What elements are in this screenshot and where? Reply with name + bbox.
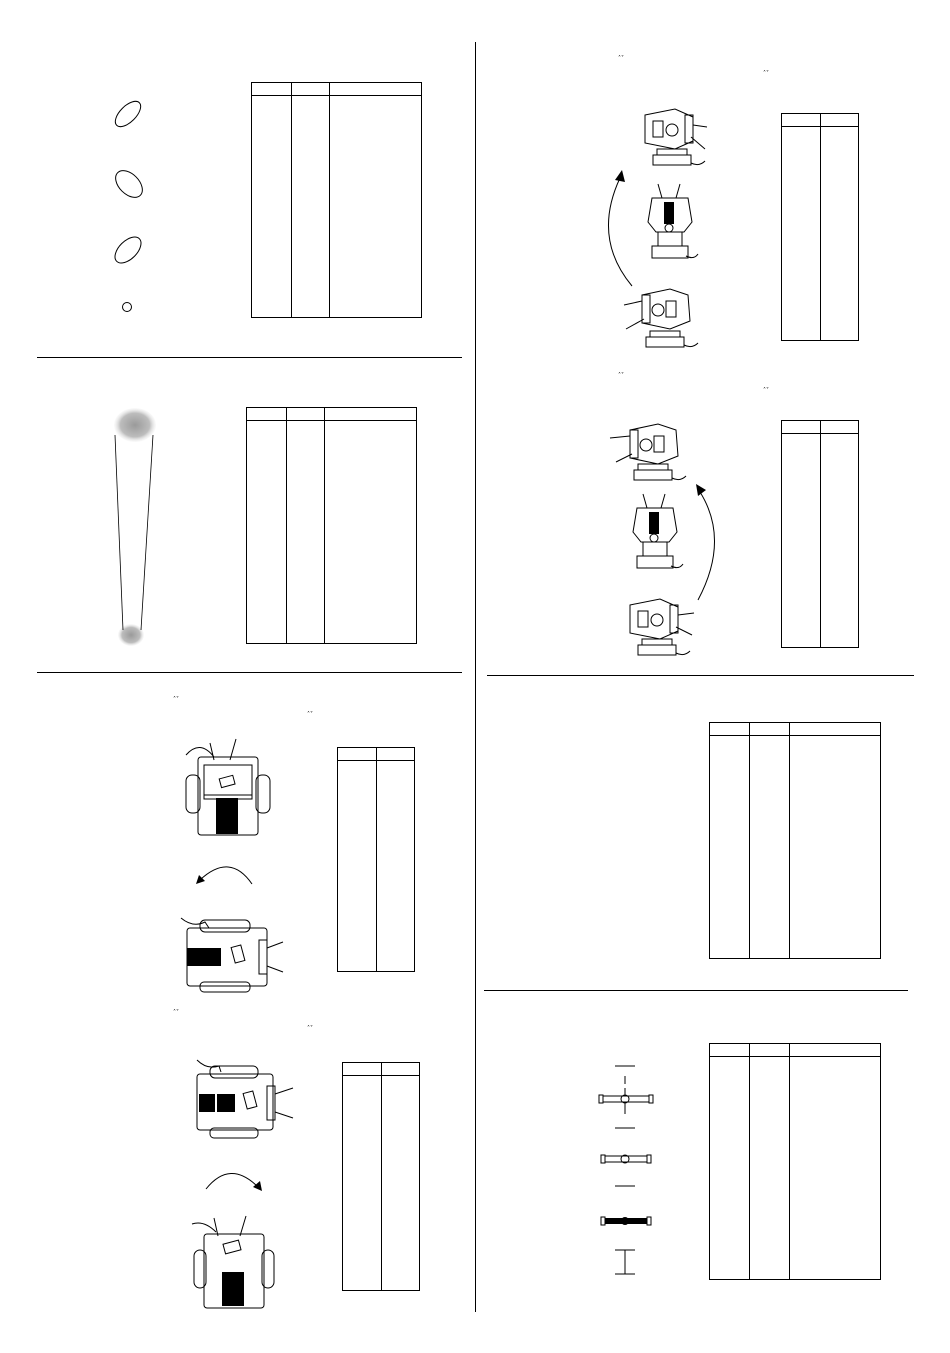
rotate-ccw-arrow-icon xyxy=(190,858,260,890)
table-2 xyxy=(246,407,417,644)
marker-icon: ˄˅ xyxy=(307,711,313,718)
table-3 xyxy=(337,747,415,972)
rotate-up-arrow-icon xyxy=(598,168,638,293)
ellipse-icon xyxy=(110,230,150,270)
beam-icon xyxy=(105,405,165,655)
moving-head-side-icon xyxy=(175,910,290,990)
section-divider xyxy=(37,672,462,673)
table-6 xyxy=(781,420,859,648)
small-circle-icon xyxy=(120,300,134,314)
moving-head-side-icon xyxy=(185,1058,300,1138)
moving-head-top-icon xyxy=(190,1210,280,1310)
marker-icon: ˄˅ xyxy=(173,1009,179,1016)
crossbar-icon xyxy=(595,1062,655,1282)
marker-icon: ˄˅ xyxy=(763,70,769,77)
ellipse-icon xyxy=(110,165,150,205)
moving-head-top-icon xyxy=(178,735,278,840)
marker-icon: ˄˅ xyxy=(173,696,179,703)
table-7 xyxy=(709,722,881,959)
column-divider xyxy=(475,42,476,1312)
rotate-down-arrow-icon xyxy=(690,480,730,605)
marker-icon: ˄˅ xyxy=(618,372,624,379)
table-5 xyxy=(781,113,859,341)
marker-icon: ˄˅ xyxy=(307,1025,313,1032)
moving-head-front-icon xyxy=(625,490,685,575)
ellipse-icon xyxy=(110,95,150,135)
moving-head-side-icon xyxy=(620,595,700,665)
marker-icon: ˄˅ xyxy=(618,55,624,62)
section-divider xyxy=(37,357,462,358)
section-divider xyxy=(484,990,908,991)
section-divider xyxy=(487,675,914,676)
table-4 xyxy=(342,1062,420,1291)
moving-head-side-icon xyxy=(635,105,715,175)
marker-icon: ˄˅ xyxy=(763,387,769,394)
moving-head-side-icon xyxy=(620,285,705,360)
table-8 xyxy=(709,1043,881,1280)
moving-head-front-icon xyxy=(640,180,700,265)
moving-head-side-icon xyxy=(608,420,693,490)
table-1 xyxy=(251,82,422,318)
rotate-cw-arrow-icon xyxy=(200,1165,270,1197)
